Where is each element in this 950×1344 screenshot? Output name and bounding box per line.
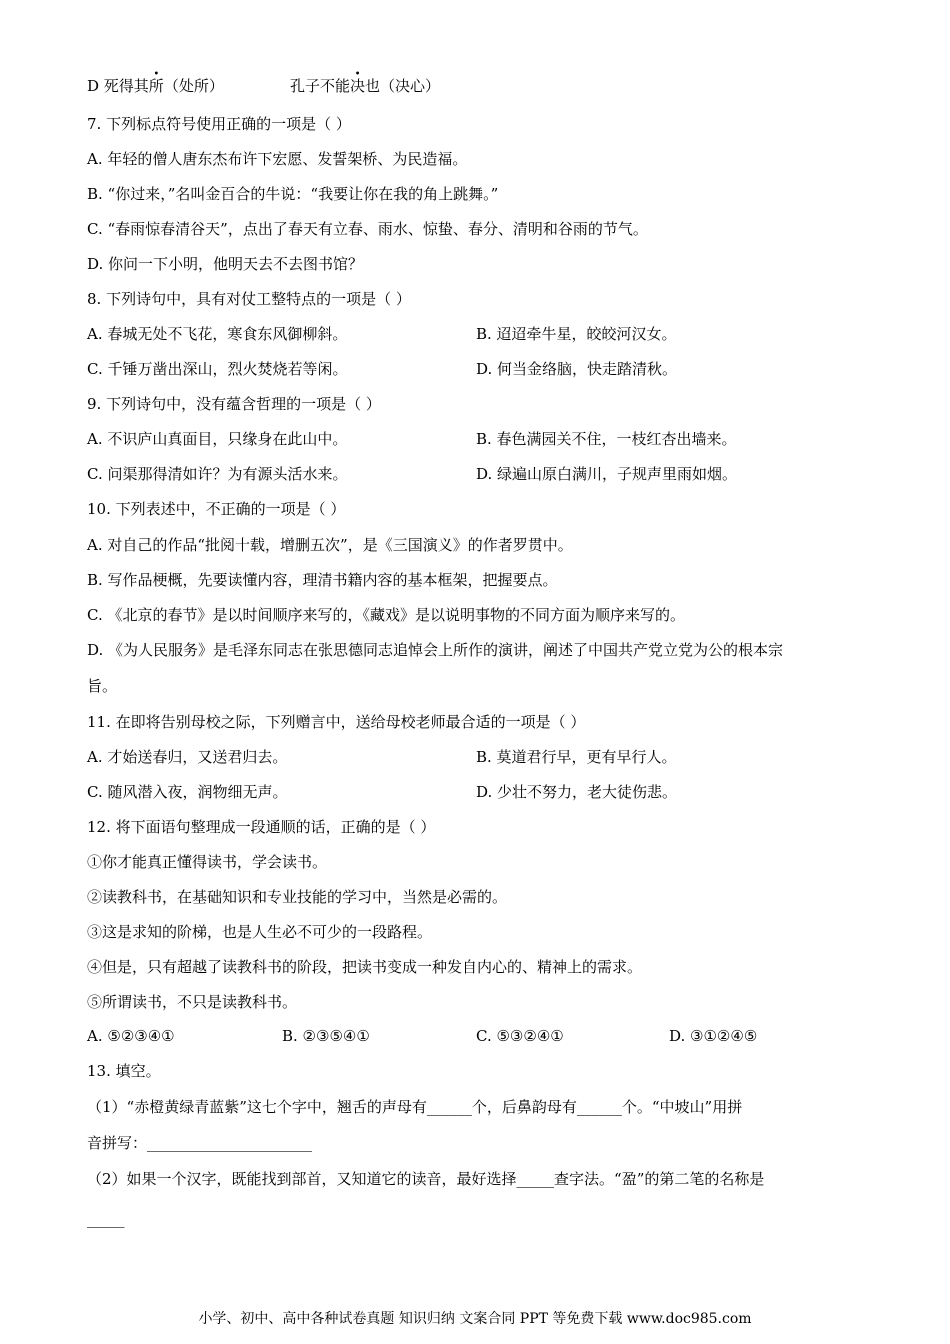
q11-option-b: B. 莫道君行早，更有早行人。 <box>476 748 677 766</box>
q12-option-a: A. ⑤②③④① <box>87 1027 175 1045</box>
q10-option-a: A. 对自己的作品“批阅十载，增删五次”，是《三国演义》的作者罗贯中。 <box>87 536 573 554</box>
q11-option-d: D. 少壮不努力，老大徒伤悲。 <box>476 783 678 801</box>
q10-option-b: B. 写作品梗概，先要读懂内容，理清书籍内容的基本框架，把握要点。 <box>87 571 558 589</box>
q13-part2-line1: （2）如果一个汉字，既能找到部首，又知道它的读音，最好选择_____查字法。“盈”的第二笔的名称是 <box>87 1170 765 1188</box>
q13-stem: 13. 填空。 <box>87 1062 161 1080</box>
q12-option-c: C. ⑤③②④① <box>476 1027 564 1045</box>
q12-sentence-2: ②读教科书，在基础知识和专业技能的学习中，当然是必需的。 <box>87 888 508 906</box>
q12-sentence-1: ①你才能真正懂得读书，学会读书。 <box>87 853 328 871</box>
q10-option-c: C. 《北京的春节》是以时间顺序来写的，《藏戏》是以说明事物的不同方面为顺序来写的。 <box>87 606 685 624</box>
q7-option-c: C. “春雨惊春清谷天”，点出了春天有立春、雨水、惊蛰、春分、清明和谷雨的节气。 <box>87 220 648 238</box>
q8-option-c: C. 千锤万凿出深山，烈火焚烧若等闲。 <box>87 360 348 378</box>
q11-stem: 11. 在即将告别母校之际，下列赠言中，送给母校老师最合适的一项是（ ） <box>87 713 586 731</box>
q8-option-b: B. 迢迢牵牛星，皎皎河汉女。 <box>476 325 677 343</box>
q7-option-a: A. 年轻的僧人唐东杰布许下宏愿、发誓架桥、为民造福。 <box>87 150 468 168</box>
q9-option-c: C. 问渠那得清如许？为有源头活水来。 <box>87 465 348 483</box>
q8-option-a: A. 春城无处不飞花，寒食东风御柳斜。 <box>87 325 348 343</box>
q12-sentence-3: ③这是求知的阶梯，也是人生必不可少的一段路程。 <box>87 923 433 941</box>
q13-part2-line2: _____ <box>87 1210 125 1228</box>
emphasis-dot-char: 所 <box>148 77 164 95</box>
q8-stem: 8. 下列诗句中，具有对仗工整特点的一项是（ ） <box>87 290 411 308</box>
q8-option-d: D. 何当金络脑，快走踏清秋。 <box>476 360 678 378</box>
q7-option-d: D. 你问一下小明，他明天去不去图书馆？ <box>87 255 364 273</box>
q10-option-d-line1: D. 《为人民服务》是毛泽东同志在张思德同志追悼会上所作的演讲，阐述了中国共产党立党为公的根本宗 <box>87 641 784 659</box>
q13-part1-line1: （1）“赤橙黄绿青蓝紫”这七个字中，翘舌的声母有______个，后鼻韵母有______个。“中坡山”用拼 <box>87 1098 743 1116</box>
q7-option-b: B. “你过来，”名叫金百合的牛说：“我要让你在我的角上跳舞。” <box>87 185 499 203</box>
q12-option-b: B. ②③⑤④① <box>282 1027 370 1045</box>
q10-option-d-line2: 旨。 <box>87 677 118 695</box>
q11-option-a: A. 才始送春归，又送君归去。 <box>87 748 288 766</box>
q9-option-b: B. 春色满园关不住，一枝红杏出墙来。 <box>476 430 737 448</box>
page-footer: 小学、初中、高中各种试卷真题 知识归纳 文案合同 PPT 等免费下载 www.doc985.com <box>198 1311 752 1327</box>
q12-stem: 12. 将下面语句整理成一段通顺的话，正确的是（ ） <box>87 818 436 836</box>
q13-part1-line2: 音拼写：______________________ <box>87 1134 313 1152</box>
q9-stem: 9. 下列诗句中，没有蕴含哲理的一项是（ ） <box>87 395 381 413</box>
q9-option-a: A. 不识庐山真面目，只缘身在此山中。 <box>87 430 348 448</box>
q9-option-d: D. 绿遍山原白满川，子规声里雨如烟。 <box>476 465 738 483</box>
q6-option-d: D 死得其所（处所） <box>87 77 224 95</box>
q12-sentence-5: ⑤所谓读书，不只是读教科书。 <box>87 993 298 1011</box>
q12-sentence-4: ④但是，只有超越了读教科书的阶段，把读书变成一种发自内心的、精神上的需求。 <box>87 958 643 976</box>
q6-option-d-second: 孔子不能决也（决心） <box>290 77 441 95</box>
q11-option-c: C. 随风潜入夜，润物细无声。 <box>87 783 288 801</box>
emphasis-dot-char: 决 <box>350 77 366 95</box>
q12-option-d: D. ③①②④⑤ <box>669 1027 758 1045</box>
q7-stem: 7. 下列标点符号使用正确的一项是（ ） <box>87 115 351 133</box>
q10-stem: 10. 下列表述中，不正确的一项是（ ） <box>87 500 346 518</box>
